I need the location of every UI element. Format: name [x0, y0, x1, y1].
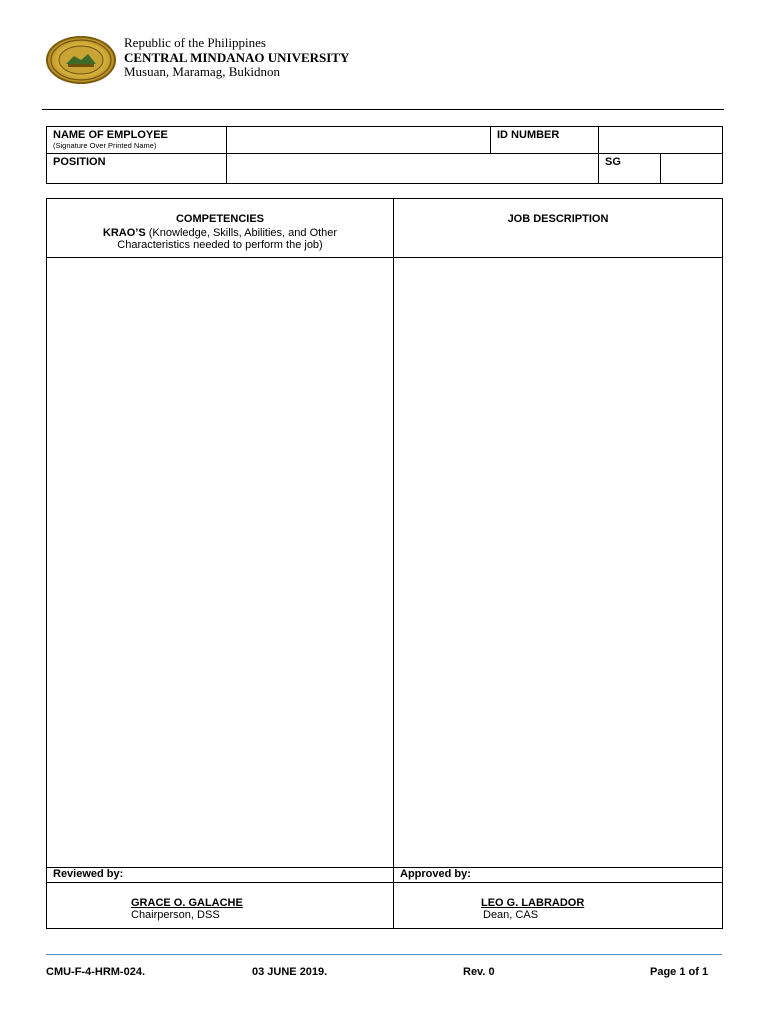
university-address: Musuan, Maramag, Bukidnon	[124, 64, 280, 79]
kraos-label: KRAO’S	[102, 227, 146, 239]
employee-name-sublabel: (Signature Over Printed Name)	[53, 141, 157, 150]
competencies-body[interactable]	[47, 258, 394, 868]
approver-name: LEO G. LABRADOR	[481, 897, 585, 909]
sg-field[interactable]	[661, 154, 723, 184]
reviewed-by-label: Reviewed by:	[47, 868, 394, 883]
approver-title: Dean, CAS	[483, 909, 539, 921]
kraos-description-line2: Characteristics needed to perform the job)	[117, 239, 323, 251]
job-description-body[interactable]	[394, 258, 723, 868]
job-description-title: JOB DESCRIPTION	[507, 213, 609, 225]
form-code: CMU-F-4-HRM-024.	[46, 966, 145, 978]
approved-by-label: Approved by:	[394, 868, 723, 883]
approver-block	[394, 883, 723, 929]
id-number-field[interactable]	[599, 127, 723, 154]
page-number: Page 1 of 1	[650, 966, 709, 978]
employee-info-table	[46, 126, 723, 184]
position-label: POSITION	[53, 156, 106, 168]
form-date: 03 JUNE 2019.	[252, 966, 328, 978]
kraos-description: (Knowledge, Skills, Abilities, and Other	[145, 227, 338, 239]
competencies-table	[46, 198, 723, 929]
revision-number: Rev. 0	[463, 966, 495, 978]
university-seal-icon	[46, 36, 116, 84]
reviewer-block	[47, 883, 394, 929]
job-description-header	[394, 199, 723, 258]
country-line: Republic of the Philippines	[124, 35, 266, 50]
footer-divider	[46, 954, 722, 955]
position-field[interactable]	[227, 154, 599, 184]
employee-name-field[interactable]	[227, 127, 491, 154]
employee-name-label: NAME OF EMPLOYEE	[53, 129, 168, 141]
competencies-header	[47, 199, 394, 258]
competencies-title: COMPETENCIES	[175, 213, 264, 225]
header-divider	[42, 109, 724, 110]
sg-label: SG	[605, 156, 621, 168]
university-name: CENTRAL MINDANAO UNIVERSITY	[124, 50, 350, 65]
reviewer-title: Chairperson, DSS	[131, 909, 220, 921]
id-number-label: ID NUMBER	[497, 129, 560, 141]
employee-name-label-cell	[47, 127, 227, 154]
reviewer-name: GRACE O. GALACHE	[131, 897, 243, 909]
